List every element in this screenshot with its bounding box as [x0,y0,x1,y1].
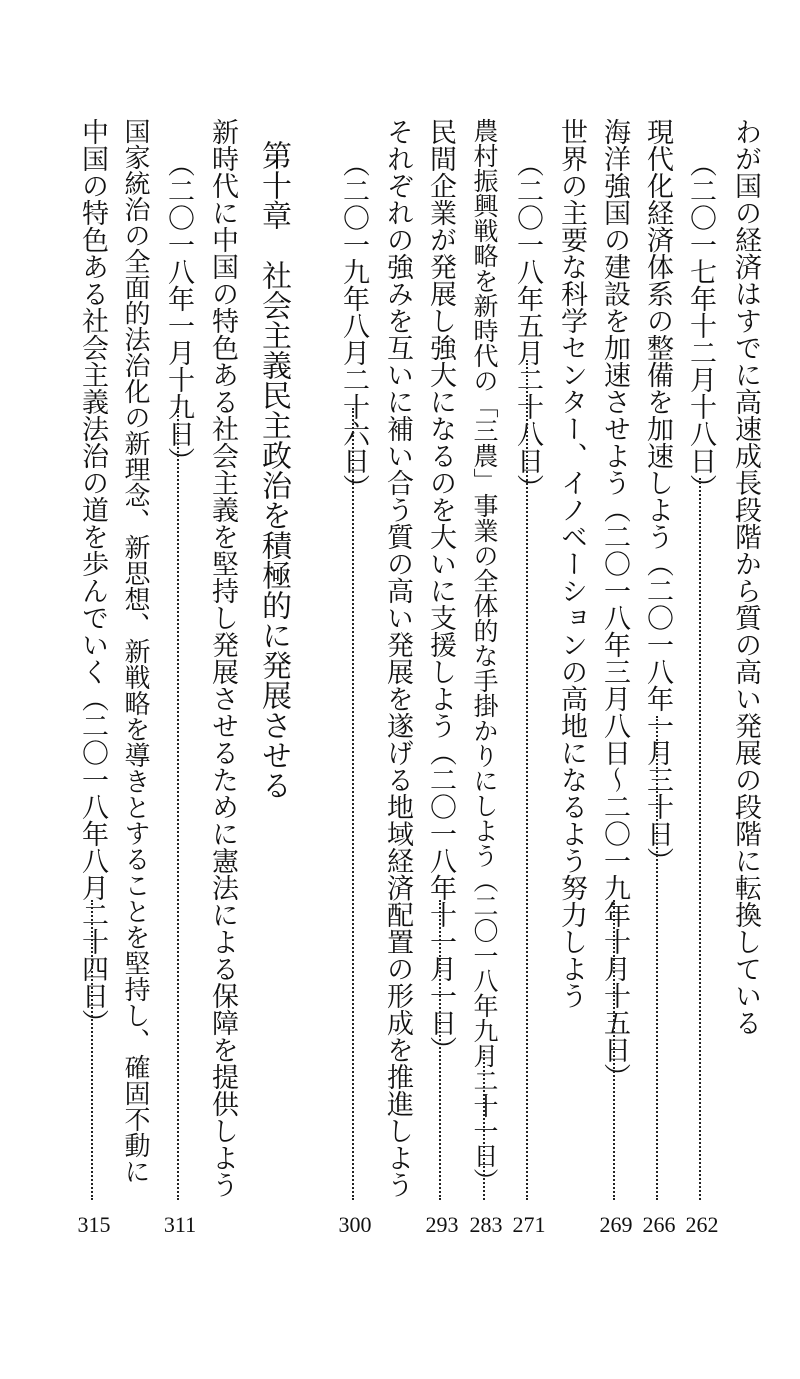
toc-entry-date: （二〇一九年八月二十六日） [338,150,369,501]
page-number: 300 [338,1212,372,1237]
page-number: 266 [642,1212,676,1237]
toc-entry-title: 新時代に中国の特色ある社会主義を堅持し発展させるために憲法による保障を提供しよう [207,118,238,1198]
toc-entry-title: 農村振興戦略を新時代の「三農」事業の全体的な手掛かりにしよう（二〇一八年九月二十一日） [470,118,499,1193]
dot-leader [483,1050,485,1200]
dot-leader [656,716,658,1200]
toc-entry-title: 海洋強国の建設を加速させよう（二〇一八年三月八日〜二〇一九年十月十五日） [599,118,630,1090]
toc-entry-title: わが国の経済はすでに高速成長段階から質の高い発展の段階に転換している [730,118,761,1036]
toc-entry-date: （二〇一七年十二月十八日） [685,150,716,501]
page-number: 269 [599,1212,633,1237]
toc-entry-title: 現代化経済体系の整備を加速しよう（二〇一八年一月三十日） [642,118,673,874]
dot-leader [526,360,528,1200]
toc-entry-title: 国家統治の全面的法治化の新理念、新思想、新戦略を導きとすることを堅持し、確固不動に [120,118,150,1184]
page-number: 262 [685,1212,719,1237]
toc-entry-date: （二〇一八年一月十九日） [163,150,194,474]
dot-leader [177,408,179,1200]
dot-leader [439,900,441,1200]
page-number: 293 [425,1212,459,1237]
chapter-title: 第十章 社会主義民主政治を積極的に発展させる [256,140,291,800]
page-number: 311 [163,1212,197,1237]
toc-entry-date: （二〇一八年五月二十八日） [512,150,543,501]
dot-leader [352,408,354,1200]
toc-entry-title: 世界の主要な科学センター、イノベーションの高地になるよう努力しよう [556,118,587,1009]
toc-entry-subtitle: 中国の特色ある社会主義法治の道を歩んでいく（二〇一八年八月二十四日） [77,118,108,1036]
dot-leader [91,900,93,1200]
toc-entry-title: 民間企業が発展し強大になるのを大いに支援しよう（二〇一八年十一月一日） [425,118,456,1063]
dot-leader [613,900,615,1200]
page-number: 315 [77,1212,111,1237]
toc-entry-title: それぞれの強みを互いに補い合う質の高い発展を遂げる地域経済配置の形成を推進しよう [382,118,413,1198]
page-number: 283 [469,1212,503,1237]
page-number: 271 [512,1212,546,1237]
dot-leader [699,478,701,1200]
